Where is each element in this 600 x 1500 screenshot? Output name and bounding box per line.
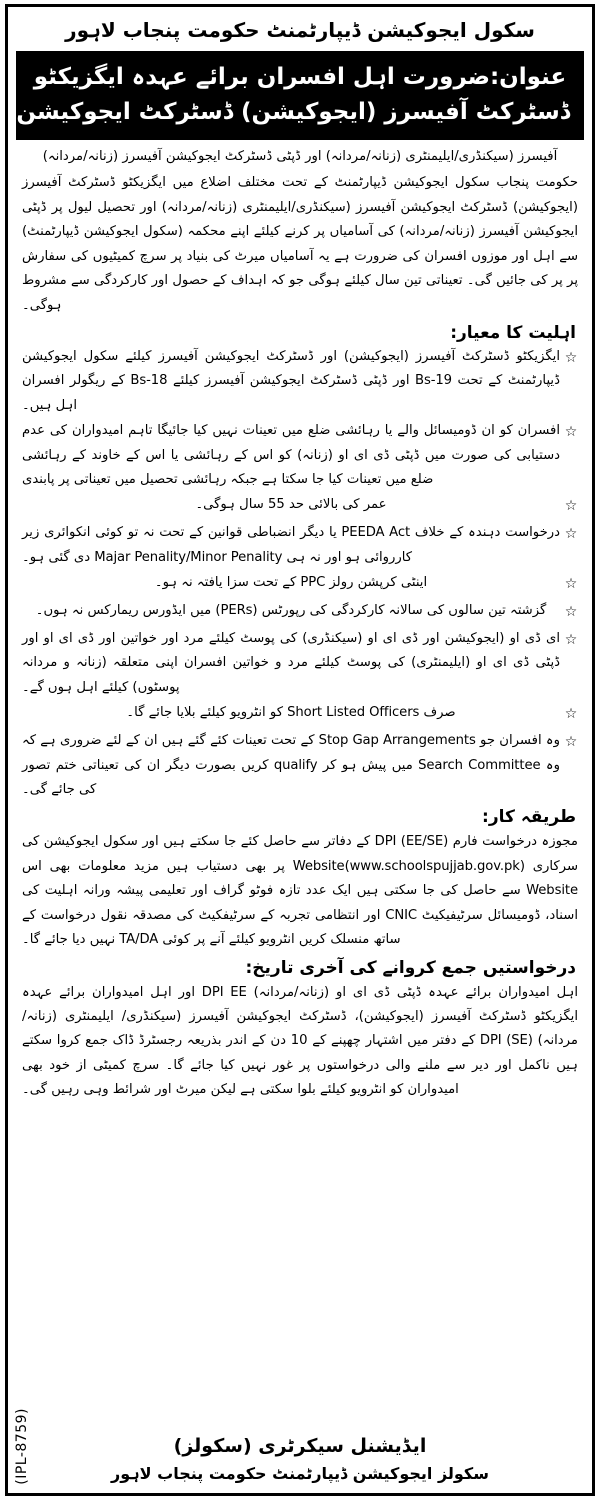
deadline-paragraph: اہل امیدواران برائے عہدہ ڈپٹی ڈی ای او (زنانہ/مردانہ) DPI EE اور اہل امیدواران برائے عہدہ ایگزیکٹو ڈسٹرکٹ آفیسرز (ایجوکیشن)، ڈسٹرکٹ ایجوکیشن آفیسرز (سیکنڈری/ ایلیمنٹری (زنانہ/مردانہ) DPI (SE) کے دفتر میں اشتہار چھپنے کے 10 دن کے اندر بذریعہ رجسٹرڈ ڈاک جمع کروا سکتے ہیں ناکمل اور دیر سے ملنے والی درخواستوں پر غور نہیں کیا جائے گا۔ سرچ کمیٹی از خود بھی امیدواران کو انٹرویو کیلئے بلوا سکتی ہے لیکن میرٹ اور شرائط وہی رہیں گی۔ [22,984,578,1098]
procedure-paragraph: مجوزہ درخواست فارم DPI (EE/SE) کے دفاتر سے حاصل کئے جا سکتے ہیں اور سکول ایجوکیشن کی سرکاری Website(www.schoolspujjab.gov.pk) پر بھی دستیاب ہیں مزید معلومات بھی اس Website سے حاصل کی جا سکتی ہیں ایک عدد تازہ فوٹو گراف اور تعلیمی پیشہ ورانہ اہلیت کی اسناد، ڈومیسائل سرٹیفیکیٹ CNIC اور انتظامی تجربہ کے سرٹیفکیٹ کی مصدقہ نقول درخواست کے ساتھ منسلک کریں انٹرویو کیلئے آنے پر کوئی TA/DA نہیں دیا جائے گا۔ [22,834,579,948]
title-line-2: ڈسٹرکٹ آفیسرز (ایجوکیشن) ڈسٹرکٹ ایجوکیشن [16,98,570,125]
eligibility-list [14,345,586,803]
title-line-1: عنوان:ضرورت اہل افسران برائے عہدہ ایگزیکٹو [33,64,567,90]
advertisement-content [8,7,592,1493]
advertisement-title-band [16,51,584,140]
star-bullet-icon: ☆ [564,632,578,648]
title-line-3: آفیسرز (سیکنڈری/ایلیمنٹری (زنانہ/مردانہ) اور ڈپٹی ڈسٹرکٹ ایجوکیشن آفیسرز (زنانہ/مردانہ) [42,149,558,164]
star-bullet-icon: ☆ [564,604,578,621]
list-item-text: گزشتہ تین سالوں کی سالانہ کارکردگی کی رپورٹس (PERs) میں ایڈورس ریمارکس نہ ہوں۔ [35,603,547,619]
signatory-department: سکولز ایجوکیشن ڈیپارٹمنٹ حکومت پنجاب لاہور [111,1464,489,1484]
list-item-text: ای ڈی او (ایجوکیشن اور ڈی ای او (سیکنڈری) کی پوسٹ کیلئے مرد اور خواتین اور ڈی ای او اور ڈپٹی ڈی ای او (ایلیمنٹری) کی پوسٹ کیلئے مرد و خواتین افسران اپنی متعلقہ (زنانہ و مردانہ پوسٹوں) کیلئے اہل ہوں گے۔ [22,631,560,695]
signatory-title: ایڈیشنل سیکرٹری (سکولز) [173,1434,427,1457]
star-bullet-icon: ☆ [564,734,578,751]
star-bullet-icon: ☆ [564,349,578,366]
star-bullet-icon: ☆ [564,706,578,723]
list-item [18,571,582,598]
star-bullet-icon: ☆ [564,576,578,593]
list-item [18,521,582,570]
department-masthead: سکول ایجوکیشن ڈیپارٹمنٹ حکومت پنجاب لاہور [65,18,535,42]
list-item [18,627,582,700]
list-item-text: عمر کی بالائی حد 55 سال ہوگی۔ [195,497,387,513]
list-item-text: ایگزیکٹو ڈسٹرکٹ آفیسرز (ایجوکیشن) اور ڈسٹرکٹ ایجوکیشن آفیسرز کیلئے سکول ایجوکیشن ڈیپارٹمنٹ کے تحت Bs-19 اور ڈپٹی ڈسٹرکٹ ایجوکیشن آفیسرز کیلئے Bs-18 کے ریگولر افسران اہل ہیں۔ [22,348,560,413]
reference-code: (IPL-8759) [14,1408,30,1485]
eligibility-heading: اہلیت کا معیار: [450,322,576,343]
signature-block [14,1428,586,1493]
list-item-text: وہ افسران جو Stop Gap Arrangements کے تحت تعینات کئے گئے ہیں ان کے لئے ضروری ہے کہ وہ Search Committee میں پیش ہو کر qualify کریں بصورت دیگر ان کی تعیناتی ختم تصور کی جائے گی۔ [22,733,561,797]
list-item [18,599,582,626]
list-item-text: صرف Short Listed Officers کو انٹرویو کیلئے بلایا جائے گا۔ [126,705,456,721]
intro-paragraph: حکومت پنجاب سکول ایجوکیشن ڈیپارٹمنٹ کے تحت مختلف اضلاع میں ایگزیکٹو ڈسٹرکٹ آفیسرز (ایجوکیشن) ڈسٹرکٹ ایجوکیشن آفیسرز (سیکنڈری/ایلیمنٹری (زنانہ/مردانہ) اور تحصیل لیول پر ڈپٹی ایجوکیشن آفیسرز (زنانہ/مردانہ) کی آسامیاں پر کرنے کیلئے اپنے محکمہ (سکول ایجوکیشن ڈیپارٹمنٹ) سے اہل اور موزوں افسران کی ضرورت ہے یہ آسامیاں میرٹ کی بنیاد پر سرچ کمیٹیوں کی سفارش پر پر کی جائیں گی۔ تعیناتی تین سال کیلئے ہوگی جو کہ اہداف کے حصول اور کارکردگی سے مشروط ہوگی۔ [22,175,578,313]
list-item-text: درخواست دہندہ کے خلاف PEEDA Act یا دیگر انضباطی قوانین کے تحت نہ تو کوئی انکوائری زیر کارروائی ہو اور نہ ہی Majar Penality/Minor Penality دی گئی ہو۔ [22,525,560,565]
list-item [18,493,582,520]
list-item-text: اینٹی کرپشن رولز PPC کے تحت سزا یافتہ نہ ہو۔ [154,575,428,591]
list-item [18,419,582,492]
procedure-heading: طریقہ کار: [482,807,576,828]
list-item [18,729,582,802]
advertisement-border-frame [5,4,595,1496]
list-item-text: افسران کو ان ڈومیسائل والے یا رہائشی ضلع میں تعینات نہیں کیا جائیگا تاہم امیدواران کی عدم دستیابی کی صورت میں ڈپٹی ڈی ای او (زنانہ) کو اس کے رہائشی یا اس کے خاوند کے رہائشی ضلع میں تعینات کیا جا سکتا ہے جبکہ رہائشی تحصیل میں تعیناتی پر پابندی [22,423,560,488]
star-bullet-icon: ☆ [564,498,578,515]
list-item [18,345,582,418]
list-item [18,701,582,728]
deadline-heading: درخواستیں جمع کروانے کی آخری تاریخ: [245,957,576,978]
star-bullet-icon: ☆ [564,526,578,543]
star-bullet-icon: ☆ [564,424,578,441]
